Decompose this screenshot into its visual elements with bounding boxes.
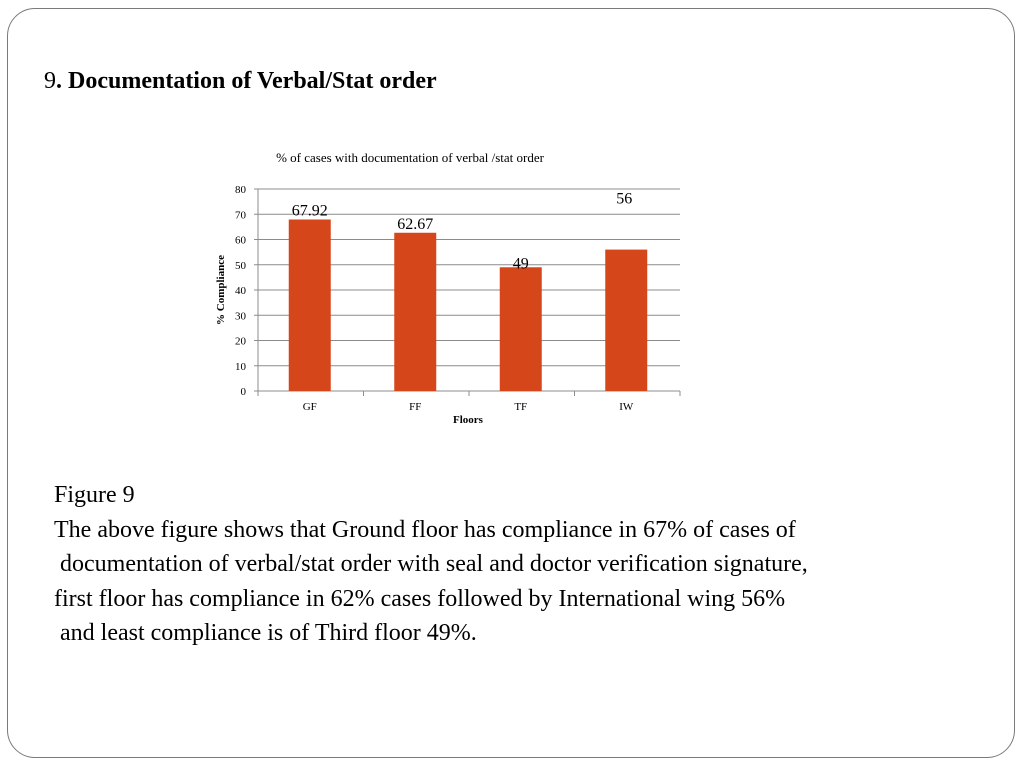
figure-label: Figure 9 [54,482,135,508]
x-tick-label: IW [619,401,634,413]
data-label-gf: 67.92 [291,202,328,220]
y-tick-label: 50 [235,259,246,272]
x-tick-label: FF [409,401,422,413]
y-tick-label: 60 [235,234,246,247]
description-line-1: The above figure shows that Ground floor has compliance in 67% of cases of [54,516,796,543]
y-tick-label: 20 [235,335,246,348]
data-label-ff: 62.67 [397,215,434,233]
y-tick-label: 70 [235,209,246,222]
y-tick-labels [235,184,247,398]
description-line-2: documentation of verbal/stat order with seal and doctor verification signature, [60,551,808,577]
bar-tf [500,267,542,391]
data-label-tf: 49 [512,255,529,273]
y-tick-label: 10 [235,360,246,373]
title-number: 9 [44,68,56,94]
bar-iw [605,250,647,391]
title-text: . Documentation of Verbal/Stat order [56,68,437,94]
data-label-iw: 56 [616,190,633,208]
description-line-3: first floor has compliance in 62% cases followed by International wing 56% [54,585,786,612]
x-tick-label: TF [514,401,528,413]
caption-block [54,478,808,651]
y-tick-label: 0 [240,386,246,398]
bar-ff [394,233,436,391]
bar-gf [289,220,331,391]
y-tick-label: 30 [235,310,246,323]
x-tick-labels [303,401,634,413]
chart-title: % of cases with documentation of verbal /stat order [276,150,544,165]
y-tick-label: 40 [235,285,246,297]
y-axis-label: % Compliance [215,255,227,325]
y-tick-label: 80 [235,184,246,196]
x-tick-label: GF [302,401,317,413]
description-line-4: and least compliance is of Third floor 49%. [60,620,477,646]
data-labels [292,191,633,273]
x-axis-label: Floors [453,414,483,426]
